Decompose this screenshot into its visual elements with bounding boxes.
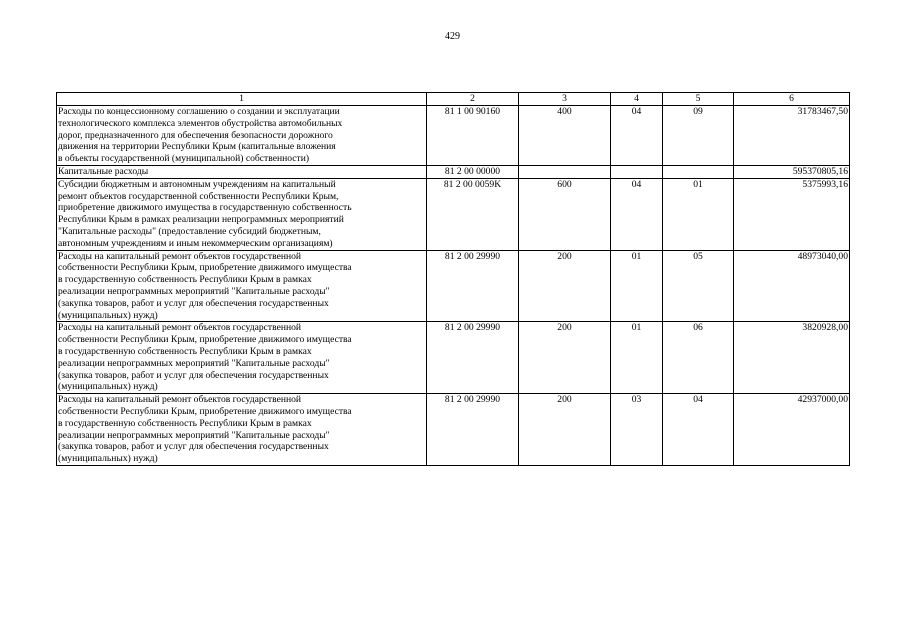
- description-line: собственности Республики Крым, приобретение движимого имущества: [58, 334, 352, 346]
- row-section: 04: [611, 106, 663, 166]
- table-body: [57, 106, 850, 466]
- column-header: 4: [611, 93, 663, 106]
- row-expense-type: 600: [519, 178, 611, 250]
- row-amount: 3820928,00: [734, 322, 850, 394]
- description-line: реализации непрограммных мероприятий "Капитальные расходы": [58, 429, 330, 441]
- table-row: [57, 178, 850, 250]
- column-header: 2: [427, 93, 519, 106]
- row-code: 81 2 00 00000: [427, 165, 519, 178]
- description-line: Республики Крым в рамках реализации непрограммных мероприятий: [58, 214, 344, 226]
- description-line: (закупка товаров, работ и услуг для обеспечения государственных: [58, 297, 329, 309]
- row-amount: 48973040,00: [734, 250, 850, 322]
- description-line: в государственную собственность Республики Крым в рамках: [58, 417, 312, 429]
- row-expense-type: 200: [519, 250, 611, 322]
- column-header: 3: [519, 93, 611, 106]
- row-code: 81 2 00 29990: [427, 394, 519, 466]
- description-line: в объекты государственной (муниципальной) собственности): [58, 153, 310, 165]
- description-line: собственности Республики Крым, приобретение движимого имущества: [58, 405, 352, 417]
- description-line: (муниципальных) нужд): [58, 453, 158, 465]
- row-subsection: 06: [663, 322, 734, 394]
- description-line: дорог, предназначенного для обеспечения безопасности дорожного: [58, 129, 333, 141]
- description-line: в государственную собственность Республики Крым в рамках: [58, 274, 312, 286]
- row-section: 04: [611, 178, 663, 250]
- description-line: технологического комплекса элементов обустройства автомобильных: [58, 117, 343, 129]
- row-subsection: [663, 165, 734, 178]
- table-row: [57, 394, 850, 466]
- row-description: [57, 106, 427, 166]
- description-line: ремонт объектов государственной собственности Республики Крым,: [58, 190, 339, 202]
- row-description: [57, 394, 427, 466]
- row-amount: 595370805,16: [734, 165, 850, 178]
- row-expense-type: 200: [519, 394, 611, 466]
- description-line: в государственную собственность Республики Крым в рамках: [58, 345, 312, 357]
- description-line: Расходы по концессионному соглашению о создании и эксплуатации: [58, 106, 340, 117]
- description-line: приобретение движимого имущества в государственную собственность: [58, 202, 352, 214]
- description-line: Расходы на капитальный ремонт объектов государственной: [58, 394, 302, 406]
- row-code: 81 2 00 0059K: [427, 178, 519, 250]
- row-expense-type: [519, 165, 611, 178]
- description-line: собственности Республики Крым, приобретение движимого имущества: [58, 262, 352, 274]
- description-line: реализации непрограммных мероприятий "Капитальные расходы": [58, 357, 330, 369]
- row-subsection: 01: [663, 178, 734, 250]
- row-section: 03: [611, 394, 663, 466]
- column-header: 5: [663, 93, 734, 106]
- row-description: [57, 165, 427, 178]
- budget-table: [56, 92, 850, 466]
- description-line: (закупка товаров, работ и услуг для обеспечения государственных: [58, 441, 329, 453]
- description-line: "Капитальные расходы" (предоставление субсидий бюджетным,: [58, 225, 321, 237]
- table-row: [57, 250, 850, 322]
- table-row: [57, 165, 850, 178]
- row-expense-type: 200: [519, 322, 611, 394]
- row-code: 81 2 00 29990: [427, 322, 519, 394]
- description-line: (закупка товаров, работ и услуг для обеспечения государственных: [58, 369, 329, 381]
- description-line: (муниципальных) нужд): [58, 381, 158, 393]
- row-subsection: 05: [663, 250, 734, 322]
- row-description: [57, 250, 427, 322]
- row-code: 81 2 00 29990: [427, 250, 519, 322]
- row-description: [57, 178, 427, 250]
- column-header: 1: [57, 93, 427, 106]
- column-header: 6: [734, 93, 850, 106]
- description-line: (муниципальных) нужд): [58, 309, 158, 321]
- row-section: 01: [611, 322, 663, 394]
- row-amount: 42937000,00: [734, 394, 850, 466]
- row-expense-type: 400: [519, 106, 611, 166]
- table-header-row: [57, 93, 850, 106]
- description-line: Субсидии бюджетным и автономным учреждениям на капитальный: [58, 178, 336, 190]
- table-row: [57, 106, 850, 166]
- row-subsection: 04: [663, 394, 734, 466]
- page-number: 429: [445, 31, 460, 42]
- row-section: 01: [611, 250, 663, 322]
- row-amount: 31783467,50: [734, 106, 850, 166]
- row-code: 81 1 00 90160: [427, 106, 519, 166]
- description-line: Капитальные расходы: [58, 165, 149, 177]
- row-description: [57, 322, 427, 394]
- row-section: [611, 165, 663, 178]
- description-line: движения на территории Республики Крым (капитальные вложения: [58, 141, 336, 153]
- description-line: автономным учреждениям и иным некоммерческим организациям): [58, 237, 333, 249]
- table-row: [57, 322, 850, 394]
- row-amount: 5375993,16: [734, 178, 850, 250]
- description-line: Расходы на капитальный ремонт объектов государственной: [58, 322, 302, 334]
- description-line: Расходы на капитальный ремонт объектов государственной: [58, 250, 302, 262]
- description-line: реализации непрограммных мероприятий "Капитальные расходы": [58, 285, 330, 297]
- row-subsection: 09: [663, 106, 734, 166]
